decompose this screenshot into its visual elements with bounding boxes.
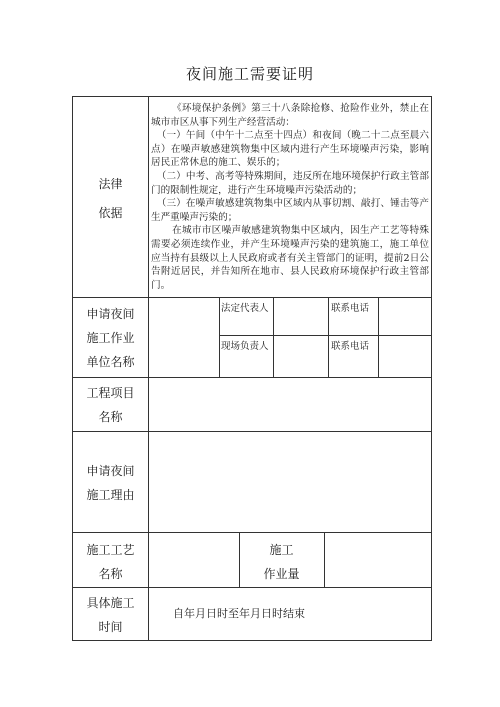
- legal-basis-label: [73, 170, 148, 228]
- legal-paragraph: 《环境保护条例》第三十八条除抢修、抢险作业外，禁止在城市市区从事下列生产经营活动：: [151, 103, 429, 128]
- schedule-label: [73, 591, 148, 639]
- workload-label-line: 施工: [269, 543, 294, 557]
- reason-label: [73, 459, 148, 507]
- column-divider: [378, 297, 379, 377]
- row-divider: [219, 335, 431, 336]
- applicant-label: [73, 302, 148, 374]
- phone-label: 联系电话: [331, 341, 370, 352]
- site-manager-label: 现场负责人: [221, 341, 269, 352]
- project-label-line: 名称: [98, 410, 123, 424]
- page-title: 夜间施工需要证明: [185, 65, 314, 83]
- process-label: [73, 538, 148, 586]
- project-label-line: 工程项目: [86, 386, 135, 400]
- legal-basis-label-line: 法律: [98, 177, 123, 191]
- column-divider: [148, 97, 149, 640]
- process-label-line: 施工工艺: [86, 543, 135, 557]
- applicant-label-line: 施工作业: [86, 331, 135, 345]
- legal-paragraph: （三）在噪声敏感建筑物集中区域内从事切割、敲打、锤击等产生严重噪声污染的；: [151, 198, 429, 223]
- column-divider: [273, 297, 274, 377]
- project-label: [73, 381, 148, 429]
- process-label-line: 名称: [98, 567, 123, 581]
- column-divider: [219, 297, 220, 377]
- workload-label-line: 作业量: [263, 567, 300, 581]
- column-divider: [328, 297, 329, 377]
- schedule-value: 自年月日时至年月日时结束: [173, 607, 305, 620]
- reason-label-line: 申请夜间: [86, 464, 135, 478]
- reason-label-line: 施工理由: [86, 488, 135, 502]
- applicant-label-line: 申请夜间: [86, 307, 135, 321]
- legal-paragraph: 在城市市区噪声敏感建筑物集中区域内，因生产工艺等特殊需要必须连续作业，并产生环境噪声污染的建筑施工，施工单位应当持有县级以上人民政府或者有关主管部门的证明，提前2日公告附近居民，并告知所在地市、县人民政府环境保护行政主管部门。: [151, 225, 429, 291]
- row-divider: [73, 377, 431, 378]
- legal-rep-label: 法定代表人: [221, 303, 269, 314]
- row-divider: [73, 587, 431, 588]
- schedule-label-line: 具体施工: [86, 596, 135, 610]
- legal-paragraph: （一）午间（中午十二点至十四点）和夜间（晚二十二点至晨六点）在噪声敏感建筑物集中区域内进行产生环境噪声污染，影响居民正常休息的施工、娱乐的；: [151, 130, 429, 169]
- phone-label: 联系电话: [331, 303, 370, 314]
- row-divider: [73, 532, 431, 533]
- legal-paragraph: （二）中考、高考等特殊期间，违反所在地环境保护行政主管部门的限制性规定，进行产生环境噪声污染活动的；: [151, 170, 429, 196]
- application-form: [72, 96, 432, 641]
- column-divider: [324, 532, 325, 587]
- legal-basis-label-line: 依据: [98, 206, 123, 220]
- legal-basis-text: [151, 102, 429, 292]
- applicant-label-line: 单位名称: [86, 355, 135, 369]
- schedule-label-line: 时间: [98, 620, 123, 634]
- row-divider: [73, 431, 431, 432]
- workload-label: [239, 538, 324, 586]
